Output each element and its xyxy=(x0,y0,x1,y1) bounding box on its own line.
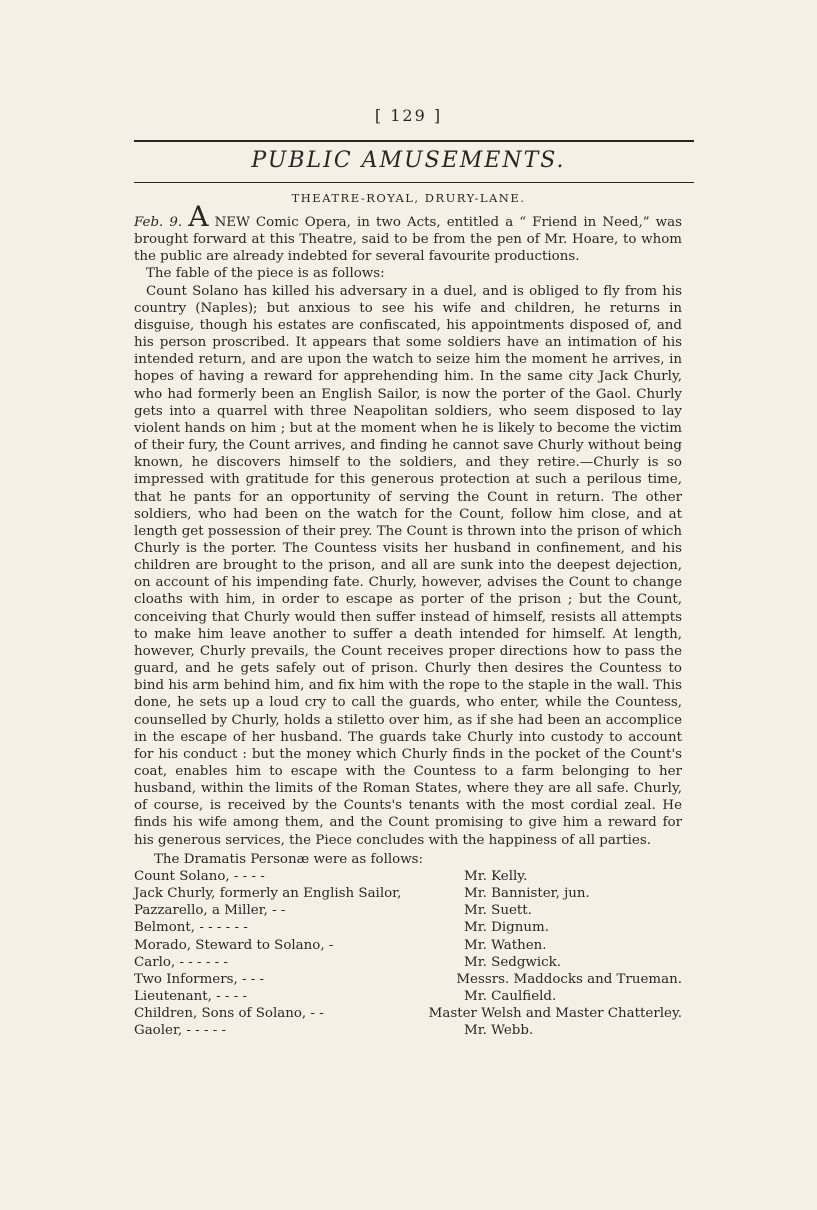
cast-role: Jack Churly, formerly an English Sailor, xyxy=(134,886,402,902)
cast-role: Morado, Steward to Solano, - xyxy=(134,937,334,953)
cast-row xyxy=(134,919,682,936)
cast-row xyxy=(134,1005,682,1022)
cast-role: Belmont, - - - - - - xyxy=(134,920,248,936)
dropcap-letter: A xyxy=(188,200,209,233)
cast-role: Two Informers, - - - xyxy=(134,971,265,987)
article-body xyxy=(134,200,682,1039)
cast-row xyxy=(134,1022,682,1039)
header-rule-top xyxy=(134,140,694,142)
theatre-heading: THEATRE-ROYAL, DRURY-LANE. xyxy=(291,191,526,205)
cast-actor: Mr. Sedgwick. xyxy=(464,954,562,970)
cast-row xyxy=(134,971,682,988)
cast-role: Pazzarello, a Miller, - - xyxy=(134,903,286,919)
fable-intro: The fable of the piece is as follows: xyxy=(146,266,385,282)
cast-role: Gaoler, - - - - - xyxy=(134,1023,227,1039)
fable-paragraph: Count Solano has killed his adversary in a duel, and is obliged to fly from his country (Naples); but anxious to see his wife and children, he returns in disguise, though his estates are confiscated, his appointments disposed of, and his person proscribed. It appears that some soldiers have an intimation of his intended return, and are upon the watch to seize him the moment he arrives, in hopes of having a reward for apprehending him. In the same city Jack Churly, who had formerly been an English Sailor, is now the porter of the Gaol. Churly gets into a quarrel with three Neapolitan soldiers, who seem disposed to lay violent hands on him ; but at the moment when he is likely to become the victim of their fury, the Count arrives, and finding he cannot save Churly without being known, he discovers himself to the soldiers, and they retire.—Churly is so impressed with gratitude for this generous protection at such a perilous time, that he pants for an opportunity of serving the Count in return. The other soldiers, who had been on the watch for the Count, follow him close, and at length get possession of their prey. The Count is thrown into the prison of which Churly is the porter. The Countess visits her husband in confinement, and his children are brought to the prison, and all are sunk into the deepest dejection, on account of his impending fate. Churly, however, advises the Count to change cloaths with him, in order to escape as porter of the prison ; but the Count, conceiving that Churly would then suffer instead of himself, resists all attempts to make him leave another to suffer a death intended for himself. At length, however, Churly prevails, the Count receives proper directions how to pass the guard, and he gets safely out of prison. Churly then desires the Countess to bind his arm behind him, and fix him with the rope to the staple in the wall. This done, he sets up a loud cry to call the guards, who enter, while the Countess, counselled by Churly, holds a stiletto over him, as if she had been an accomplice in the escape of her husband. The guards take Churly into custody to account for his conduct : but the money which Churly finds in the pocket of the Count's coat, enables him to escape with the Countess to a farm belonging to her husband, within the limits of the Roman States, where they are all safe. Churly, of course, is received by the Counts's tenants with the most cordial zeal. He finds his wife among them, and the Count promising to give him a reward for his generous services, the Piece concludes with the happiness of all parties. xyxy=(134,283,682,848)
header-rule-bottom xyxy=(134,182,694,183)
cast-actor: Mr. Suett. xyxy=(464,903,532,919)
cast-actor: Mr. Webb. xyxy=(464,1023,534,1039)
cast-row xyxy=(134,988,682,1005)
cast-actor: Mr. Caulfield. xyxy=(464,988,557,1004)
cast-role: Carlo, - - - - - - xyxy=(134,954,228,970)
intro-text: NEW Comic Opera, in two Acts, entitled a “ Friend in Need,” was brought forward at this Theatre, said to be from the pen of Mr. Hoare, to whom the public are already indebted for several favourite productions. xyxy=(134,215,682,265)
cast-intro: The Dramatis Personæ were as follows: xyxy=(154,851,424,867)
cast-row xyxy=(134,885,682,902)
cast-actor: Master Welsh and Master Chatterley. xyxy=(428,1006,682,1022)
page-number: [ 129 ] xyxy=(374,106,443,125)
cast-role: Count Solano, - - - - xyxy=(134,868,265,884)
cast-row xyxy=(134,954,682,971)
cast-actor: Mr. Bannister, jun. xyxy=(464,886,590,902)
cast-actor: Messrs. Maddocks and Trueman. xyxy=(456,971,682,987)
date-label: Feb. 9. xyxy=(134,215,183,230)
section-title: PUBLIC AMUSEMENTS. xyxy=(251,148,566,173)
cast-actor: Mr. Dignum. xyxy=(464,920,549,936)
cast-list xyxy=(134,868,682,1039)
cast-row xyxy=(134,868,682,885)
cast-role: Lieutenant, - - - - xyxy=(134,988,248,1004)
cast-actor: Mr. Wathen. xyxy=(464,937,547,953)
intro-paragraph xyxy=(134,200,682,265)
cast-row xyxy=(134,902,682,919)
cast-role: Children, Sons of Solano, - - xyxy=(134,1006,324,1022)
cast-row xyxy=(134,937,682,954)
cast-actor: Mr. Kelly. xyxy=(464,868,528,884)
